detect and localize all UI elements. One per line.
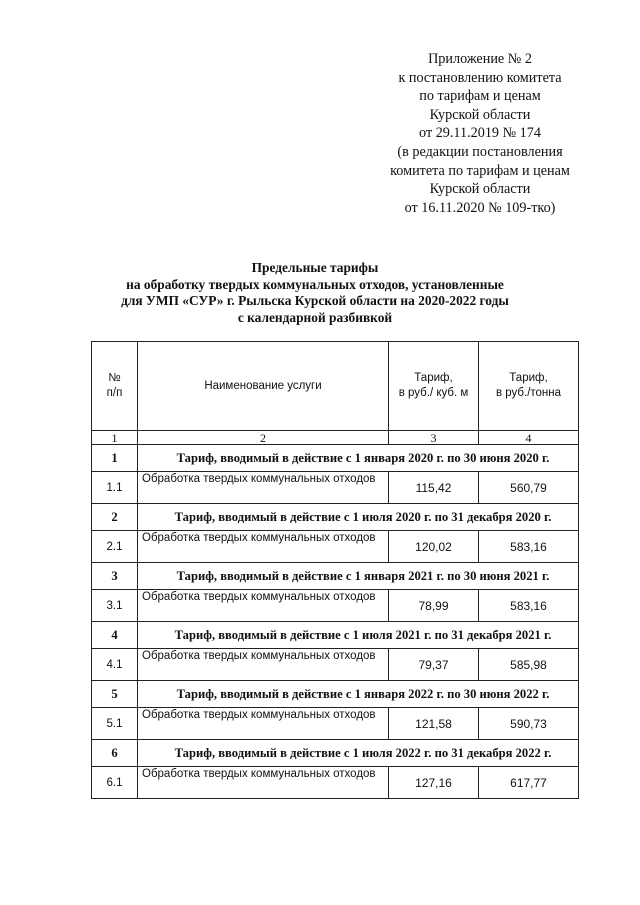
column-number: 1 <box>92 431 138 445</box>
row-num: 2.1 <box>92 531 138 563</box>
service-name: Обработка твердых коммунальных отходов <box>138 472 389 504</box>
tariff-table <box>91 341 579 799</box>
service-name: Обработка твердых коммунальных отходов <box>138 590 389 622</box>
period-num: 6 <box>92 740 138 767</box>
title-line: Предельные тарифы <box>251 260 379 275</box>
tariff-m3-value: 79,37 <box>389 649 479 681</box>
column-number: 2 <box>138 431 389 445</box>
tariff-m3-value: 121,58 <box>389 708 479 740</box>
column-number: 3 <box>389 431 479 445</box>
period-label: Тариф, вводимый в действие с 1 июля 2021 г. по 31 декабря 2021 г. <box>138 622 579 649</box>
tariff-t-value: 590,73 <box>479 708 579 740</box>
table-row <box>92 472 579 504</box>
header-line: Курской области <box>429 181 531 198</box>
header-tariff-m3: Тариф, в руб./ куб. м <box>389 342 479 431</box>
table-row <box>92 649 579 681</box>
period-num: 3 <box>92 563 138 590</box>
tariff-m3-value: 120,02 <box>389 531 479 563</box>
tariff-t-value: 617,77 <box>479 767 579 799</box>
row-num: 5.1 <box>92 708 138 740</box>
period-label: Тариф, вводимый в действие с 1 января 2020 г. по 30 июня 2020 г. <box>138 445 579 472</box>
header-line: от 29.11.2019 № 174 <box>419 125 541 142</box>
service-name: Обработка твердых коммунальных отходов <box>138 649 389 681</box>
tariff-t-value: 585,98 <box>479 649 579 681</box>
period-row <box>92 504 579 531</box>
period-row <box>92 740 579 767</box>
header-line: от 16.11.2020 № 109-тко) <box>404 199 556 216</box>
table-row <box>92 590 579 622</box>
document-title <box>80 260 550 326</box>
period-num: 1 <box>92 445 138 472</box>
table-row <box>92 531 579 563</box>
tariff-m3-value: 78,99 <box>389 590 479 622</box>
service-name: Обработка твердых коммунальных отходов <box>138 531 389 563</box>
tariff-t-value: 583,16 <box>479 590 579 622</box>
column-number: 4 <box>479 431 579 445</box>
header-num: № п/п <box>92 342 138 431</box>
column-number-row <box>92 431 579 445</box>
period-row <box>92 445 579 472</box>
period-row <box>92 622 579 649</box>
tariff-m3-value: 115,42 <box>389 472 479 504</box>
header-line: к постановлению комитета <box>398 69 562 86</box>
service-name: Обработка твердых коммунальных отходов <box>138 767 389 799</box>
header-line: комитета по тарифам и ценам <box>390 162 570 179</box>
period-num: 4 <box>92 622 138 649</box>
header-line: Курской области <box>429 106 531 123</box>
table-row <box>92 767 579 799</box>
period-label: Тариф, вводимый в действие с 1 января 2021 г. по 30 июня 2021 г. <box>138 563 579 590</box>
row-num: 4.1 <box>92 649 138 681</box>
appendix-header <box>375 50 585 217</box>
row-num: 1.1 <box>92 472 138 504</box>
tariff-t-value: 583,16 <box>479 531 579 563</box>
title-line: с календарной разбивкой <box>237 309 393 325</box>
service-name: Обработка твердых коммунальных отходов <box>138 708 389 740</box>
period-row <box>92 563 579 590</box>
header-service: Наименование услуги <box>138 342 389 431</box>
period-label: Тариф, вводимый в действие с 1 июля 2022 г. по 31 декабря 2022 г. <box>138 740 579 767</box>
row-num: 6.1 <box>92 767 138 799</box>
header-line: по тарифам и ценам <box>419 88 541 105</box>
table-header-row <box>92 342 579 431</box>
period-num: 5 <box>92 681 138 708</box>
header-tariff-t: Тариф, в руб./тонна <box>479 342 579 431</box>
period-row <box>92 681 579 708</box>
header-line: Приложение № 2 <box>428 51 532 67</box>
title-line: на обработку твердых коммунальных отходов, установленные <box>126 276 504 292</box>
tariff-t-value: 560,79 <box>479 472 579 504</box>
period-label: Тариф, вводимый в действие с 1 июля 2020 г. по 31 декабря 2020 г. <box>138 504 579 531</box>
row-num: 3.1 <box>92 590 138 622</box>
title-line: для УМП «СУР» г. Рыльска Курской области на 2020-2022 годы <box>121 293 509 308</box>
tariff-m3-value: 127,16 <box>389 767 479 799</box>
header-line: (в редакции постановления <box>397 143 563 160</box>
table-row <box>92 708 579 740</box>
period-label: Тариф, вводимый в действие с 1 января 2022 г. по 30 июня 2022 г. <box>138 681 579 708</box>
period-num: 2 <box>92 504 138 531</box>
